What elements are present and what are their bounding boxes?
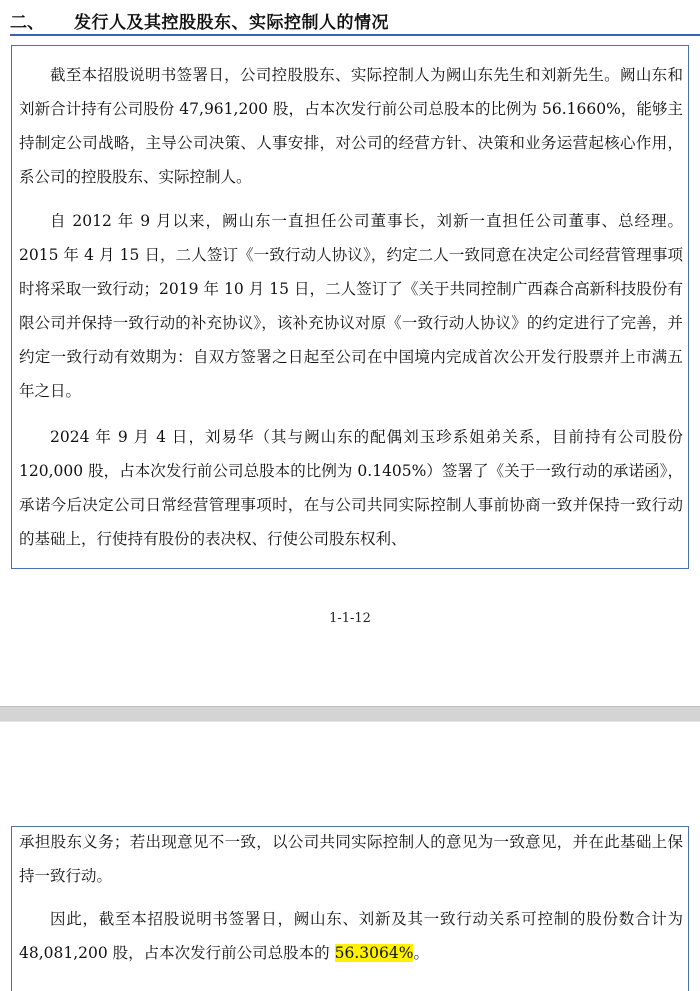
conclusion-text: 因此，截至本招股说明书签署日，阙山东、刘新及其一致行动关系可控制的股份数合计为 48,081,200 股，占本次发行前公司总股本的 — [19, 910, 683, 962]
paragraph-concert-agreement: 自 2012 年 9 月以来，阙山东一直担任公司董事长，刘新一直担任公司董事、总经理。2015 年 4 月 15 日，二人签订《一致行动人协议》，约定二人一致同意在决定公司经营管理事项时将采取一致行动；2019 年 10 月 15 日，二人签订了《关于共同控制广西森合高新科技股份有限公司并保持一致行动的补充协议》，该补充协议对原《一致行动人协议》的约定进行了完善，并约定一致行动有效期为：自双方签署之日起至公司在中国境内完成首次公开发行股票并上市满五年之日。 — [19, 212, 683, 400]
highlighted-percentage: 56.3064% — [334, 944, 414, 962]
page-separator — [0, 706, 700, 722]
paragraph-continuation: 承担股东义务；若出现意见不一致，以公司共同实际控制人的意见为一致意见，并在此基础上保持一致行动。 — [19, 833, 683, 885]
paragraph-controlling-shareholders: 截至本招股说明书签署日，公司控股股东、实际控制人为阙山东先生和刘新先生。阙山东和刘新合计持有公司股份 47,961,200 股，占本次发行前公司总股本的比例为 56.1660%，能够主持制定公司战略，主导公司决策、人事安排，对公司的经营方针、决策和业务运营起核心作用，系公司的控股股东、实际控制人。 — [19, 66, 683, 186]
section-number: 二、 — [10, 13, 44, 33]
section-title: 发行人及其控股股东、实际控制人的情况 — [74, 13, 389, 33]
conclusion-end: 。 — [413, 944, 429, 962]
paragraph-conclusion — [19, 902, 683, 970]
section-heading — [10, 6, 700, 36]
page-number: 1-1-12 — [329, 611, 371, 626]
paragraph-commitment-letter: 2024 年 9 月 4 日，刘易华（其与阙山东的配偶刘玉珍系姐弟关系，目前持有公司股份 120,000 股，占本次发行前公司总股本的比例为 0.1405%）签署了《关于一致行动的承诺函》，承诺今后决定公司日常经营管理事项时，在与公司共同实际控制人事前协商一致并保持一致行动的基础上，行使持有股份的表决权、行使公司股东权利、 — [19, 428, 683, 548]
